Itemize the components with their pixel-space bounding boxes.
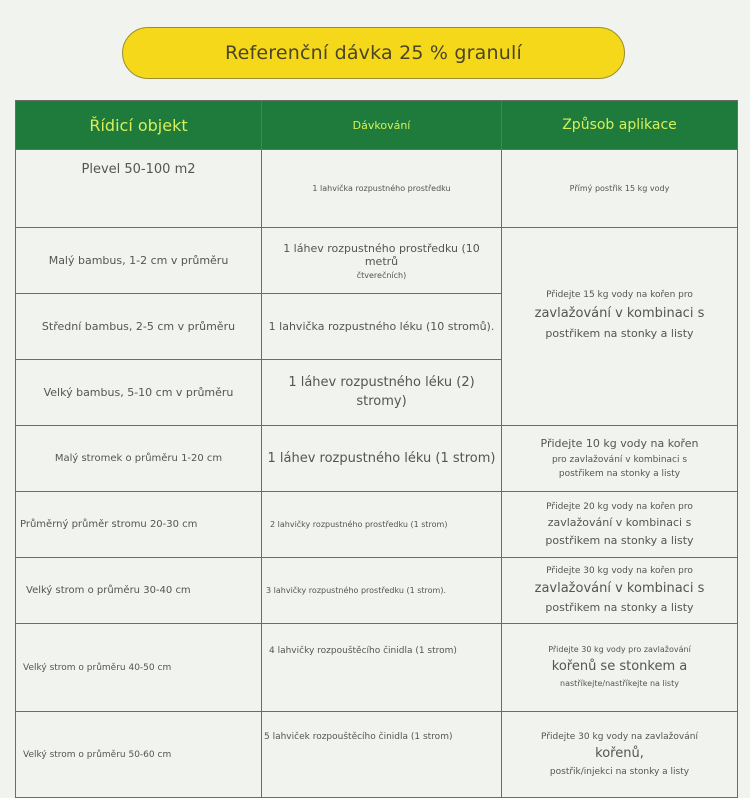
dosage-table [15,100,738,798]
dosage-cell [262,360,502,426]
method-cell [502,492,738,558]
method-line: zavlažování v kombinaci s [534,580,705,596]
method-line: Přidejte 30 kg vody na kořen pro [546,566,693,577]
object-cell: Velký bambus, 5-10 cm v průměru [16,360,262,426]
object-cell: Plevel 50-100 m2 [16,150,262,228]
object-cell: Velký strom o průměru 50-60 cm [16,712,262,798]
method-line: kořenů se stonkem a [551,659,688,675]
method-line: postřikem na stonky a listy [545,533,694,547]
object-cell: Malý stromek o průměru 1-20 cm [16,426,262,492]
object-cell: Velký strom o průměru 30-40 cm [16,558,262,624]
header-application-method: Způsob aplikace [502,101,738,150]
method-line: postřikem na stonky a listy [545,327,694,341]
object-cell: Velký strom o průměru 40-50 cm [16,624,262,712]
method-line: postřikem na stonky a listy [545,601,694,615]
method-line: postřik/injekci na stonky a listy [549,766,690,777]
table-row [16,150,738,228]
table-row [16,426,738,492]
dosage-line: stromy) [356,393,407,409]
method-line: kořenů, [595,746,644,762]
object-cell: Malý bambus, 1-2 cm v průměru [16,228,262,294]
reference-dose-banner: Referenční dávka 25 % granulí [122,27,625,79]
method-line: Přidejte 10 kg vody na kořen [540,437,699,451]
header-control-object: Řídicí objekt [16,101,262,150]
method-line: Přidejte 15 kg vody na kořen pro [546,290,693,300]
table-row [16,228,738,294]
table-row [16,492,738,558]
method-cell [502,712,738,798]
table-header-row [16,101,738,150]
method-line: zavlažování v kombinaci s [547,516,692,530]
dosage-cell: 1 lahvička rozpustného prostředku [262,150,502,228]
object-cell: Střední bambus, 2-5 cm v průměru [16,294,262,360]
dosage-line: čtverečních) [356,270,407,280]
dosage-line: 1 láhev rozpustného prostředku (10 metrů [283,241,480,268]
object-cell: Průměrný průměr stromu 20-30 cm [16,492,262,558]
method-line: Přidejte 20 kg vody na kořen pro [546,501,693,512]
method-cell [502,624,738,712]
table-row [16,558,738,624]
dosage-cell: 1 láhev rozpustného léku (1 strom) [262,426,502,492]
method-line: Přidejte 30 kg vody na zavlažování [541,731,698,742]
dosage-cell [262,228,502,294]
dosage-cell: 2 lahvičky rozpustného prostředku (1 strom) [262,492,502,558]
table-row [16,712,738,798]
method-cell [502,426,738,492]
table-row [16,624,738,712]
dosage-cell: 1 lahvička rozpustného léku (10 stromů). [262,294,502,360]
method-cell: Přímý postřik 15 kg vody [502,150,738,228]
method-line: zavlažování v kombinaci s [534,306,705,322]
header-dosage: Dávkování [262,101,502,150]
dosage-cell: 4 lahvičky rozpouštěcího činidla (1 strom) [262,624,502,712]
bamboo-method-cell [502,228,738,426]
method-cell [502,558,738,624]
method-line: nastříkejte/nastříkejte na listy [560,678,679,688]
dosage-cell: 5 lahviček rozpouštěcího činidla (1 strom) [262,712,502,798]
dosage-line: 1 láhev rozpustného léku (2) [288,375,475,391]
dosage-cell: 3 lahvičky rozpustného prostředku (1 strom). [262,558,502,624]
method-line: postřikem na stonky a listy [558,469,681,480]
method-line: pro zavlažování v kombinaci s [551,454,688,465]
method-line: Přidejte 30 kg vody pro zavlažování [548,645,691,655]
